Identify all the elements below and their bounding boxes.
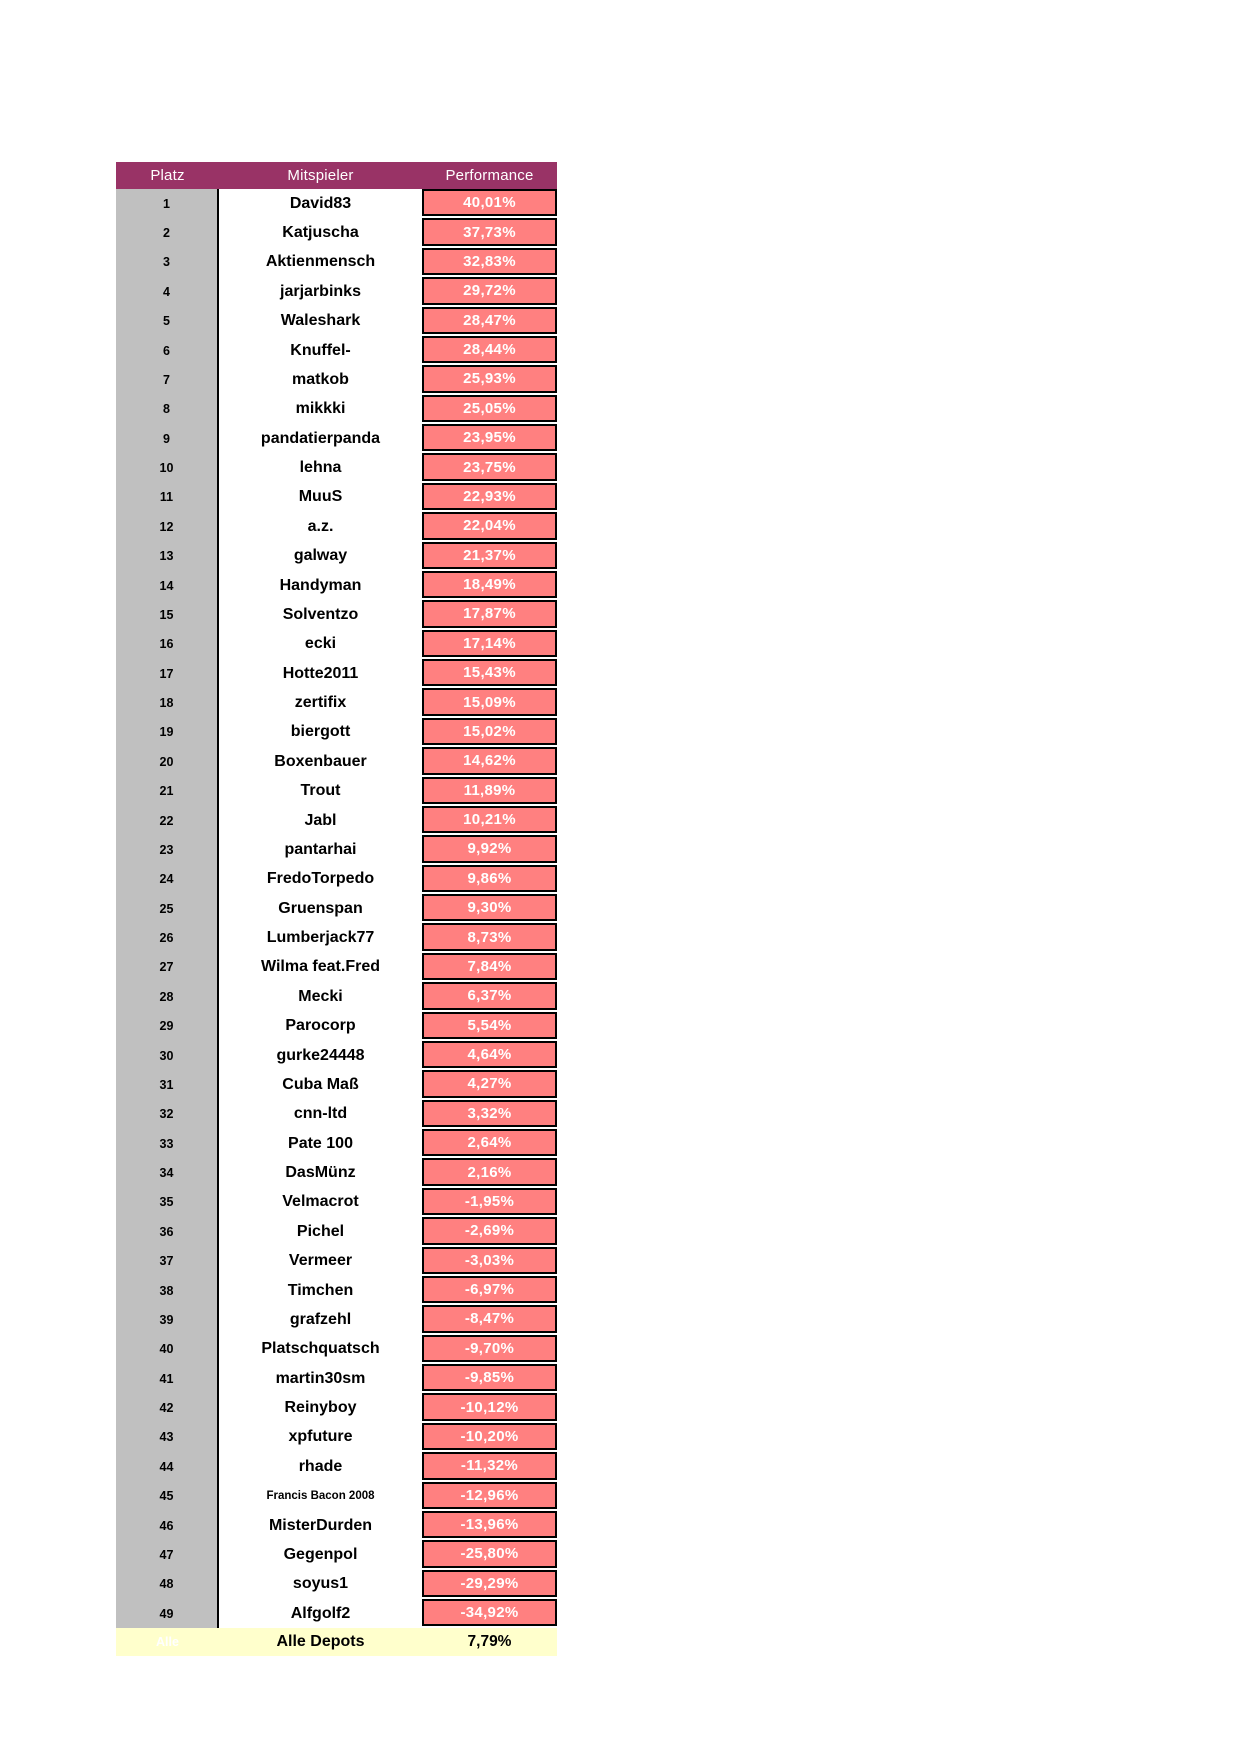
row-performance-value: -11,32% [422,1452,557,1479]
row-performance-cell [422,424,557,453]
row-rank: 47 [116,1540,219,1569]
row-performance-cell [422,747,557,776]
row-rank: 14 [116,571,219,600]
row-player-name: grafzehl [219,1305,422,1334]
table-row [116,189,557,218]
row-performance-cell [422,835,557,864]
row-performance-value: 17,87% [422,600,557,627]
row-player-name: Mecki [219,982,422,1011]
table-row [116,307,557,336]
row-rank: 2 [116,218,219,247]
table-row [116,248,557,277]
ranking-table [116,162,557,1656]
footer-performance-value: 7,79% [467,1633,512,1651]
row-performance-value: -29,29% [422,1570,557,1597]
row-performance-value: 4,64% [422,1041,557,1068]
row-rank: 40 [116,1335,219,1364]
row-performance-cell [422,1393,557,1422]
row-rank: 34 [116,1158,219,1187]
row-player-name: Gegenpol [219,1540,422,1569]
row-player-name: Jabl [219,806,422,835]
table-row [116,395,557,424]
row-rank: 32 [116,1100,219,1129]
row-performance-value: 15,09% [422,688,557,715]
row-player-name: Pichel [219,1217,422,1246]
footer-rank-label: Alle [156,1635,179,1650]
row-player-name: Handyman [219,571,422,600]
row-performance-value: 23,75% [422,453,557,480]
row-rank: 23 [116,835,219,864]
row-player-name: rhade [219,1452,422,1481]
row-performance-cell [422,1188,557,1217]
table-row [116,1570,557,1599]
row-performance-value: 3,32% [422,1100,557,1127]
row-player-name: mikkki [219,395,422,424]
row-performance-value: 4,27% [422,1070,557,1097]
row-player-name: Parocorp [219,1012,422,1041]
row-performance-cell [422,1364,557,1393]
row-rank: 46 [116,1511,219,1540]
table-row [116,747,557,776]
table-row [116,1188,557,1217]
row-performance-cell [422,1511,557,1540]
row-player-name: Katjuscha [219,218,422,247]
table-row [116,542,557,571]
row-performance-value: 17,14% [422,630,557,657]
row-player-name: martin30sm [219,1364,422,1393]
row-rank: 28 [116,982,219,1011]
row-player-name: Waleshark [219,307,422,336]
row-performance-value: 25,93% [422,365,557,392]
table-row [116,1364,557,1393]
row-performance-cell [422,865,557,894]
row-rank: 8 [116,395,219,424]
table-row [116,1247,557,1276]
row-performance-cell [422,659,557,688]
row-player-name: Platschquatsch [219,1335,422,1364]
row-rank: 31 [116,1070,219,1099]
table-row [116,1305,557,1334]
row-rank: 24 [116,865,219,894]
row-rank: 7 [116,365,219,394]
row-player-name: Vermeer [219,1247,422,1276]
row-performance-cell [422,1599,557,1628]
row-rank: 15 [116,600,219,629]
row-rank: 35 [116,1188,219,1217]
row-performance-cell [422,483,557,512]
table-row [116,483,557,512]
row-rank: 3 [116,248,219,277]
table-row [116,1599,557,1628]
row-player-name: Aktienmensch [219,248,422,277]
table-row [116,953,557,982]
row-rank: 21 [116,777,219,806]
table-row [116,1276,557,1305]
row-player-name: Reinyboy [219,1393,422,1422]
row-performance-cell [422,1335,557,1364]
row-player-name: galway [219,542,422,571]
row-performance-cell [422,894,557,923]
row-player-name: Boxenbauer [219,747,422,776]
row-performance-value: 21,37% [422,542,557,569]
row-player-name: ecki [219,630,422,659]
table-row [116,571,557,600]
row-performance-cell [422,395,557,424]
row-player-name: Velmacrot [219,1188,422,1217]
row-performance-cell [422,277,557,306]
row-player-name: xpfuture [219,1423,422,1452]
row-player-name: Wilma feat.Fred [219,953,422,982]
row-rank: 5 [116,307,219,336]
row-player-name: Solventzo [219,600,422,629]
row-rank: 10 [116,453,219,482]
row-rank: 33 [116,1129,219,1158]
row-performance-cell [422,600,557,629]
row-performance-value: 2,16% [422,1158,557,1185]
row-rank: 19 [116,718,219,747]
table-row [116,1511,557,1540]
row-rank: 49 [116,1599,219,1628]
row-performance-value: 9,30% [422,894,557,921]
row-performance-cell [422,542,557,571]
row-player-name: David83 [219,189,422,218]
row-rank: 18 [116,688,219,717]
table-row [116,894,557,923]
row-player-name: jarjarbinks [219,277,422,306]
header-mitspieler: Mitspieler [287,167,354,184]
table-row [116,688,557,717]
row-performance-cell [422,1247,557,1276]
row-performance-cell [422,248,557,277]
row-rank: 6 [116,336,219,365]
row-performance-value: 11,89% [422,777,557,804]
row-performance-value: 32,83% [422,248,557,275]
table-footer-row [116,1628,557,1656]
row-performance-cell [422,1423,557,1452]
row-performance-cell [422,571,557,600]
row-performance-cell [422,365,557,394]
row-rank: 38 [116,1276,219,1305]
header-platz: Platz [150,167,185,184]
row-rank: 44 [116,1452,219,1481]
row-player-name: biergott [219,718,422,747]
row-rank: 45 [116,1482,219,1511]
row-player-name: lehna [219,453,422,482]
row-performance-value: -25,80% [422,1540,557,1567]
row-performance-cell [422,453,557,482]
row-performance-value: -8,47% [422,1305,557,1332]
row-rank: 13 [116,542,219,571]
row-performance-cell [422,336,557,365]
row-performance-value: -13,96% [422,1511,557,1538]
row-performance-value: -3,03% [422,1247,557,1274]
row-player-name: pandatierpanda [219,424,422,453]
table-row [116,1070,557,1099]
row-rank: 4 [116,277,219,306]
row-rank: 27 [116,953,219,982]
row-player-name: MuuS [219,483,422,512]
row-player-name: MisterDurden [219,1511,422,1540]
row-performance-cell [422,630,557,659]
row-performance-cell [422,1217,557,1246]
table-row [116,806,557,835]
table-row [116,982,557,1011]
row-player-name: Hotte2011 [219,659,422,688]
table-row [116,1041,557,1070]
row-performance-cell [422,718,557,747]
row-performance-cell [422,1570,557,1599]
table-header-row [116,162,557,189]
row-performance-cell [422,1100,557,1129]
row-performance-cell [422,1041,557,1070]
row-player-name: soyus1 [219,1570,422,1599]
table-row [116,424,557,453]
row-performance-cell [422,512,557,541]
row-rank: 16 [116,630,219,659]
row-performance-value: -2,69% [422,1217,557,1244]
table-row [116,1393,557,1422]
row-rank: 20 [116,747,219,776]
row-player-name: cnn-ltd [219,1100,422,1129]
row-performance-value: 40,01% [422,189,557,216]
table-row [116,453,557,482]
row-rank: 17 [116,659,219,688]
table-body [116,189,557,1628]
row-performance-value: 9,86% [422,865,557,892]
row-rank: 25 [116,894,219,923]
row-performance-value: -6,97% [422,1276,557,1303]
row-player-name: Alfgolf2 [219,1599,422,1628]
row-performance-value: -9,85% [422,1364,557,1391]
table-row [116,1129,557,1158]
row-rank: 42 [116,1393,219,1422]
row-performance-cell [422,982,557,1011]
row-player-name: Gruenspan [219,894,422,923]
row-performance-value: 6,37% [422,982,557,1009]
row-performance-cell [422,1540,557,1569]
row-performance-cell [422,1276,557,1305]
table-row [116,1540,557,1569]
row-performance-value: 8,73% [422,923,557,950]
row-performance-cell [422,1452,557,1481]
row-rank: 36 [116,1217,219,1246]
row-performance-value: 22,93% [422,483,557,510]
row-performance-value: 28,47% [422,307,557,334]
row-performance-value: 22,04% [422,512,557,539]
row-performance-cell [422,923,557,952]
row-player-name: FredoTorpedo [219,865,422,894]
row-performance-value: 15,43% [422,659,557,686]
table-row [116,512,557,541]
table-row [116,336,557,365]
row-performance-cell [422,1012,557,1041]
table-row [116,835,557,864]
row-performance-value: 25,05% [422,395,557,422]
row-performance-value: 5,54% [422,1012,557,1039]
row-performance-value: -10,12% [422,1393,557,1420]
row-performance-cell [422,953,557,982]
row-performance-cell [422,1158,557,1187]
row-performance-value: 2,64% [422,1129,557,1156]
row-performance-value: 18,49% [422,571,557,598]
row-rank: 39 [116,1305,219,1334]
row-performance-cell [422,1129,557,1158]
table-row [116,277,557,306]
row-performance-value: 14,62% [422,747,557,774]
row-performance-cell [422,777,557,806]
row-performance-cell [422,1070,557,1099]
row-performance-cell [422,218,557,247]
row-player-name: Trout [219,777,422,806]
row-rank: 29 [116,1012,219,1041]
row-performance-value: 7,84% [422,953,557,980]
row-player-name: Francis Bacon 2008 [219,1482,422,1511]
row-performance-value: 29,72% [422,277,557,304]
row-performance-cell [422,1305,557,1334]
row-performance-cell [422,1482,557,1511]
row-player-name: Knuffel- [219,336,422,365]
row-rank: 26 [116,923,219,952]
row-rank: 11 [116,483,219,512]
row-performance-value: -12,96% [422,1482,557,1509]
table-row [116,1452,557,1481]
table-row [116,1217,557,1246]
row-rank: 30 [116,1041,219,1070]
row-rank: 37 [116,1247,219,1276]
table-row [116,777,557,806]
table-row [116,630,557,659]
row-rank: 22 [116,806,219,835]
table-row [116,1335,557,1364]
table-row [116,218,557,247]
row-player-name: pantarhai [219,835,422,864]
table-row [116,659,557,688]
table-row [116,865,557,894]
row-rank: 43 [116,1423,219,1452]
row-player-name: Lumberjack77 [219,923,422,952]
table-row [116,1482,557,1511]
table-row [116,1100,557,1129]
row-performance-value: 10,21% [422,806,557,833]
row-player-name: Timchen [219,1276,422,1305]
table-row [116,1158,557,1187]
table-row [116,1423,557,1452]
row-performance-value: -10,20% [422,1423,557,1450]
row-performance-value: 9,92% [422,835,557,862]
header-performance: Performance [445,167,534,184]
row-performance-cell [422,688,557,717]
row-rank: 1 [116,189,219,218]
row-player-name: Pate 100 [219,1129,422,1158]
row-rank: 41 [116,1364,219,1393]
row-rank: 12 [116,512,219,541]
row-rank: 48 [116,1570,219,1599]
row-performance-value: -34,92% [422,1599,557,1626]
row-performance-value: 15,02% [422,718,557,745]
row-performance-cell [422,189,557,218]
table-row [116,718,557,747]
row-performance-value: -1,95% [422,1188,557,1215]
row-rank: 9 [116,424,219,453]
row-performance-value: -9,70% [422,1335,557,1362]
table-row [116,1012,557,1041]
row-player-name: Cuba Maß [219,1070,422,1099]
row-player-name: a.z. [219,512,422,541]
row-player-name: DasMünz [219,1158,422,1187]
row-performance-cell [422,307,557,336]
row-performance-cell [422,806,557,835]
row-player-name: gurke24448 [219,1041,422,1070]
row-performance-value: 23,95% [422,424,557,451]
footer-player-name: Alle Depots [276,1633,365,1651]
table-row [116,923,557,952]
row-player-name: matkob [219,365,422,394]
row-performance-value: 37,73% [422,218,557,245]
table-row [116,365,557,394]
row-performance-value: 28,44% [422,336,557,363]
table-row [116,600,557,629]
row-player-name: zertifix [219,688,422,717]
